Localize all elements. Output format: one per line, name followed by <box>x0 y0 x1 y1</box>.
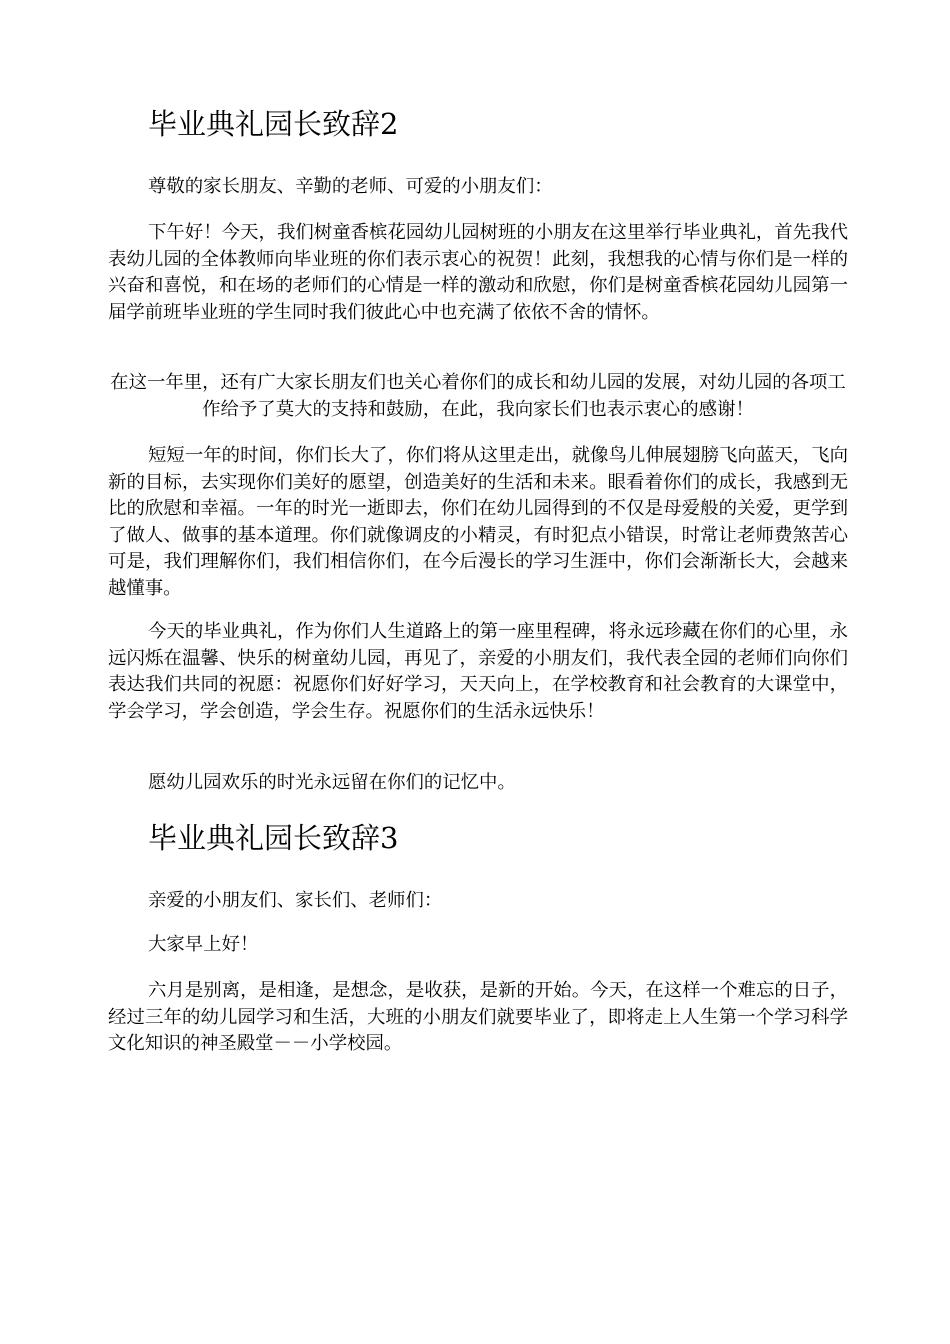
section3-salutation: 亲爱的小朋友们、家长们、老师们： <box>148 890 443 911</box>
section3-title: 毕业典礼园长致辞3 <box>148 821 399 855</box>
section2-title: 毕业典礼园长致辞2 <box>148 107 399 141</box>
section2-salutation: 尊敬的家长朋友、辛勤的老师、可爱的小朋友们： <box>148 176 553 197</box>
section2-paragraph-thanks: 在这一年里，还有广大家长朋友们也关心着你们的成长和幼儿园的发展，对幼儿园的各项工作给予了莫大的支持和鼓励，在此，我向家长们也表示衷心的感谢！ <box>110 372 846 420</box>
section3-greeting: 大家早上好！ <box>148 934 259 955</box>
section2-paragraph-greeting: 下午好！今天，我们树童香槟花园幼儿园树班的小朋友在这里举行毕业典礼，首先我代表幼儿园的全体教师向毕业班的你们表示衷心的祝贺！此刻，我想我的心情与你们是一样的兴奋和喜悦，和在场的老师们的心情是一样的激动和欣慰，你们是树童香槟花园幼儿园第一届学前班毕业班的学生同时我们彼此心中也充满了依依不舍的情怀。 <box>108 222 848 323</box>
section2-paragraph-growth: 短短一年的时间，你们长大了，你们将从这里走出，就像鸟儿伸展翅膀飞向蓝天，飞向新的目标，去实现你们美好的愿望，创造美好的生活和未来。眼看着你们的成长，我感到无比的欣慰和幸福。一年的时光一逝即去，你们在幼儿园得到的不仅是母爱般的关爱，更学到了做人、做事的基本道理。你们就像调皮的小精灵，有时犯点小错误，时常让老师费煞苦心可是，我们理解你们，我们相信你们，在今后漫长的学习生涯中，你们会渐渐长大，会越来越懂事。 <box>108 445 848 599</box>
section2-closing: 愿幼儿园欢乐的时光永远留在你们的记忆中。 <box>148 772 516 793</box>
section3-paragraph-june: 六月是别离，是相逢，是想念，是收获，是新的开始。今天，在这样一个难忘的日子，经过三年的幼儿园学习和生活，大班的小朋友们就要毕业了，即将走上人生第一个学习科学文化知识的神圣殿堂－－小学校园。 <box>108 980 848 1054</box>
section2-paragraph-milestone: 今天的毕业典礼，作为你们人生道路上的第一座里程碑，将永远珍藏在你们的心里，永远闪烁在温馨、快乐的树童幼儿园，再见了，亲爱的小朋友们，我代表全园的老师们向你们表达我们共同的祝愿：祝愿你们好好学习，天天向上，在学校教育和社会教育的大课堂中，学会学习，学会创造，学会生存。祝愿你们的生活永远快乐！ <box>108 621 848 722</box>
